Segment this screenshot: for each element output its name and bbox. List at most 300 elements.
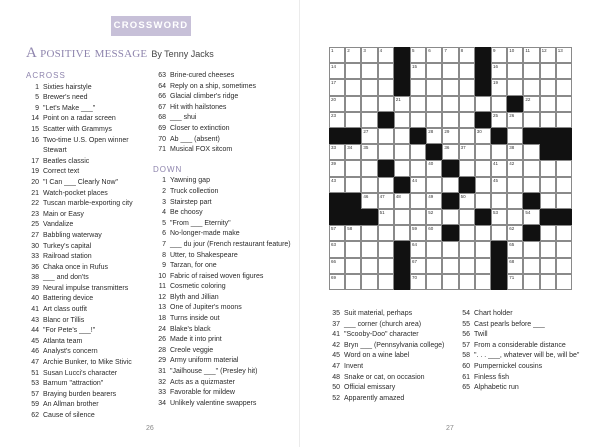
grid-cell[interactable] xyxy=(507,47,523,63)
clue-number: 18 xyxy=(158,315,166,323)
grid-cell[interactable] xyxy=(475,258,491,274)
grid-cell[interactable] xyxy=(329,96,345,112)
grid-cell[interactable] xyxy=(523,79,539,95)
clue-number: 29 xyxy=(158,357,166,365)
grid-cell[interactable] xyxy=(507,193,523,209)
cell-number: 52 xyxy=(428,210,434,215)
grid-cell[interactable] xyxy=(345,63,361,79)
grid-cell[interactable] xyxy=(426,241,442,257)
grid-cell[interactable] xyxy=(361,160,377,176)
grid-cell[interactable] xyxy=(378,96,394,112)
grid-cell[interactable] xyxy=(491,96,507,112)
cell-number: 12 xyxy=(541,48,547,53)
clue xyxy=(26,390,154,401)
grid-cell[interactable] xyxy=(491,112,507,128)
cell-number: 67 xyxy=(412,258,418,264)
grid-cell[interactable] xyxy=(540,274,556,290)
grid-cell[interactable] xyxy=(426,47,442,63)
grid-cell[interactable] xyxy=(556,177,572,193)
grid-cell[interactable] xyxy=(329,225,345,241)
grid-cell[interactable] xyxy=(426,274,442,290)
grid-cell[interactable] xyxy=(475,177,491,193)
clue xyxy=(153,124,293,135)
clue xyxy=(327,373,457,384)
grid-cell[interactable] xyxy=(540,96,556,112)
grid-cell[interactable] xyxy=(394,209,410,225)
clue-text: Bryn ___ (Pennsylvania college) xyxy=(344,341,445,349)
grid-cell[interactable] xyxy=(507,258,523,274)
grid-cell[interactable] xyxy=(459,241,475,257)
clue-text: Babbling waterway xyxy=(43,231,102,239)
grid-cell[interactable] xyxy=(507,177,523,193)
grid-cell[interactable] xyxy=(361,63,377,79)
clue xyxy=(153,378,293,389)
clue-text: ___ and don'ts xyxy=(43,274,89,282)
clue-text: Acts as a quizmaster xyxy=(170,378,235,386)
clue xyxy=(26,263,154,274)
clue xyxy=(26,305,154,316)
grid-cell[interactable] xyxy=(459,225,475,241)
grid-cell[interactable] xyxy=(459,144,475,160)
clue xyxy=(327,320,457,331)
grid-cell[interactable] xyxy=(459,274,475,290)
grid-cell[interactable] xyxy=(410,209,426,225)
clue xyxy=(327,330,457,341)
clue-text: Archie Bunker, to Mike Stivic xyxy=(43,359,132,367)
clue-number: 71 xyxy=(158,146,166,154)
grid-block xyxy=(491,258,507,274)
grid-cell[interactable] xyxy=(507,63,523,79)
clue-text: Brine-cured cheeses xyxy=(170,72,235,79)
cell-number: 8 xyxy=(460,48,464,53)
grid-cell[interactable] xyxy=(361,96,377,112)
clue xyxy=(26,326,154,337)
grid-cell[interactable] xyxy=(459,47,475,63)
grid-cell[interactable] xyxy=(394,160,410,176)
grid-cell[interactable] xyxy=(361,128,377,144)
grid-cell[interactable] xyxy=(556,96,572,112)
clue-number: 6 xyxy=(162,230,166,238)
clue xyxy=(327,383,457,394)
grid-cell[interactable] xyxy=(491,79,507,95)
grid-cell[interactable] xyxy=(491,177,507,193)
grid-cell[interactable] xyxy=(507,79,523,95)
grid-cell[interactable] xyxy=(442,258,458,274)
clue xyxy=(153,388,293,399)
grid-cell[interactable] xyxy=(523,47,539,63)
grid-cell[interactable] xyxy=(410,241,426,257)
grid-block xyxy=(475,112,491,128)
cell-number: 59 xyxy=(412,226,418,232)
grid-cell[interactable] xyxy=(394,225,410,241)
clue-text: Barnum "attraction" xyxy=(43,380,104,388)
grid-cell[interactable] xyxy=(507,225,523,241)
grid-cell[interactable] xyxy=(556,225,572,241)
clue xyxy=(153,135,293,146)
grid-cell[interactable] xyxy=(442,63,458,79)
grid-cell[interactable] xyxy=(378,274,394,290)
clue-number: 47 xyxy=(31,359,39,367)
clue xyxy=(26,316,154,327)
grid-cell[interactable] xyxy=(410,112,426,128)
clue-text: Turkey's capital xyxy=(43,242,92,250)
grid-cell[interactable] xyxy=(410,177,426,193)
grid-cell[interactable] xyxy=(426,112,442,128)
grid-cell[interactable] xyxy=(329,144,345,160)
clue xyxy=(26,210,154,221)
grid-cell[interactable] xyxy=(540,258,556,274)
clue xyxy=(153,113,293,124)
grid-cell[interactable] xyxy=(329,112,345,128)
grid-block xyxy=(394,177,410,193)
grid-cell[interactable] xyxy=(523,96,539,112)
cell-number: 3 xyxy=(363,48,366,53)
cell-number: 48 xyxy=(395,193,401,199)
cell-number: 66 xyxy=(331,258,337,264)
grid-cell[interactable] xyxy=(442,112,458,128)
clue-number: 67 xyxy=(158,103,166,111)
grid-cell[interactable] xyxy=(361,241,377,257)
grid-cell[interactable] xyxy=(329,79,345,95)
grid-cell[interactable] xyxy=(540,177,556,193)
cell-number: 71 xyxy=(509,274,515,280)
grid-cell[interactable] xyxy=(507,274,523,290)
grid-cell[interactable] xyxy=(459,79,475,95)
grid-cell[interactable] xyxy=(394,96,410,112)
clue xyxy=(153,187,293,198)
clue xyxy=(26,114,154,125)
grid-block xyxy=(394,47,410,63)
grid-cell[interactable] xyxy=(556,112,572,128)
grid-cell[interactable] xyxy=(378,47,394,63)
grid-cell[interactable] xyxy=(556,258,572,274)
grid-cell[interactable] xyxy=(361,177,377,193)
grid-cell[interactable] xyxy=(459,160,475,176)
grid-cell[interactable] xyxy=(442,128,458,144)
grid-cell[interactable] xyxy=(345,225,361,241)
grid-cell[interactable] xyxy=(378,241,394,257)
cell-number: 53 xyxy=(493,210,499,215)
grid-cell[interactable] xyxy=(475,160,491,176)
clue-number: 27 xyxy=(31,231,39,239)
grid-cell[interactable] xyxy=(491,209,507,225)
grid-cell[interactable] xyxy=(556,193,572,209)
grid-cell[interactable] xyxy=(475,193,491,209)
grid-cell[interactable] xyxy=(556,241,572,257)
grid-cell[interactable] xyxy=(523,112,539,128)
grid-cell[interactable] xyxy=(556,47,572,63)
clue-text: Utter, to Shakespeare xyxy=(170,251,238,259)
grid-cell[interactable] xyxy=(378,177,394,193)
grid-cell[interactable] xyxy=(410,258,426,274)
grid-cell[interactable] xyxy=(523,160,539,176)
grid-cell[interactable] xyxy=(507,160,523,176)
clue-text: Blyth and Jillian xyxy=(170,293,219,301)
grid-cell[interactable] xyxy=(410,225,426,241)
grid-cell[interactable] xyxy=(442,79,458,95)
grid-cell[interactable] xyxy=(442,47,458,63)
grid-cell[interactable] xyxy=(394,128,410,144)
grid-cell[interactable] xyxy=(556,79,572,95)
grid-cell[interactable] xyxy=(523,258,539,274)
grid-cell[interactable] xyxy=(491,63,507,79)
grid-cell[interactable] xyxy=(345,274,361,290)
clue-text: Made it into print xyxy=(170,336,222,344)
grid-cell[interactable] xyxy=(475,96,491,112)
clue-text: Cause of silence xyxy=(43,412,95,419)
grid-cell[interactable] xyxy=(426,63,442,79)
grid-cell[interactable] xyxy=(507,209,523,225)
grid-cell[interactable] xyxy=(329,258,345,274)
grid-cell[interactable] xyxy=(442,274,458,290)
grid-cell[interactable] xyxy=(378,128,394,144)
grid-cell[interactable] xyxy=(426,258,442,274)
grid-cell[interactable] xyxy=(378,193,394,209)
cell-number: 2 xyxy=(347,48,350,53)
clue-number: 47 xyxy=(332,362,340,370)
clue-number: 1 xyxy=(162,177,166,185)
clue-number: 53 xyxy=(31,380,39,388)
clue xyxy=(153,293,293,304)
cell-number: 21 xyxy=(395,96,401,102)
grid-block xyxy=(329,209,345,225)
grid-cell[interactable] xyxy=(378,63,394,79)
grid-block xyxy=(378,160,394,176)
clue-number: 24 xyxy=(158,325,166,333)
grid-cell[interactable] xyxy=(361,144,377,160)
grid-cell[interactable] xyxy=(378,79,394,95)
cell-number: 27 xyxy=(363,129,369,134)
grid-cell[interactable] xyxy=(442,177,458,193)
grid-cell[interactable] xyxy=(442,96,458,112)
cell-number: 16 xyxy=(493,64,499,70)
cell-number: 30 xyxy=(476,129,482,134)
clue xyxy=(457,309,597,320)
clue-text: Vandalize xyxy=(43,221,74,229)
clue-text: Watch-pocket places xyxy=(43,189,108,197)
grid-cell[interactable] xyxy=(426,160,442,176)
clue-text: Scatter with Grammys xyxy=(43,125,112,133)
grid-cell[interactable] xyxy=(426,225,442,241)
grid-cell[interactable] xyxy=(459,193,475,209)
grid-cell[interactable] xyxy=(361,258,377,274)
grid-cell[interactable] xyxy=(426,177,442,193)
grid-cell[interactable] xyxy=(475,225,491,241)
grid-cell[interactable] xyxy=(329,160,345,176)
grid-cell[interactable] xyxy=(410,47,426,63)
grid-cell[interactable] xyxy=(523,241,539,257)
clue-number: 59 xyxy=(31,401,39,409)
clue-text: Cosmetic coloring xyxy=(170,283,226,291)
clue-text: Brewer's need xyxy=(43,94,88,102)
clue-text: Suit material, perhaps xyxy=(344,310,413,317)
grid-cell[interactable] xyxy=(345,79,361,95)
grid-cell[interactable] xyxy=(491,225,507,241)
grid-cell[interactable] xyxy=(523,177,539,193)
grid-cell[interactable] xyxy=(345,258,361,274)
clue-number: 33 xyxy=(158,389,166,397)
grid-cell[interactable] xyxy=(361,112,377,128)
clue-number: 11 xyxy=(158,283,166,291)
grid-cell[interactable] xyxy=(556,63,572,79)
grid-block xyxy=(523,225,539,241)
grid-cell[interactable] xyxy=(540,63,556,79)
grid-cell[interactable] xyxy=(523,209,539,225)
grid-block xyxy=(329,193,345,209)
grid-cell[interactable] xyxy=(361,193,377,209)
grid-cell[interactable] xyxy=(345,96,361,112)
clue-number: 58 xyxy=(462,352,470,360)
grid-cell[interactable] xyxy=(475,241,491,257)
grid-cell[interactable] xyxy=(491,144,507,160)
grid-cell[interactable] xyxy=(410,193,426,209)
clue-text: ". . . ___, whatever will be, will be" xyxy=(474,352,580,360)
grid-cell[interactable] xyxy=(475,274,491,290)
grid-block xyxy=(394,274,410,290)
grid-cell[interactable] xyxy=(491,193,507,209)
grid-cell[interactable] xyxy=(345,241,361,257)
clue-number: 54 xyxy=(462,310,470,317)
grid-cell[interactable] xyxy=(410,144,426,160)
cell-number: 40 xyxy=(428,161,434,167)
grid-block xyxy=(345,128,361,144)
grid-cell[interactable] xyxy=(345,160,361,176)
grid-block xyxy=(329,128,345,144)
grid-cell[interactable] xyxy=(556,274,572,290)
grid-cell[interactable] xyxy=(329,47,345,63)
grid-cell[interactable] xyxy=(361,225,377,241)
clue-number: 64 xyxy=(158,82,166,90)
grid-cell[interactable] xyxy=(459,209,475,225)
grid-block xyxy=(378,112,394,128)
clue-number: 44 xyxy=(31,327,39,335)
cell-number: 14 xyxy=(331,64,337,70)
grid-cell[interactable] xyxy=(540,79,556,95)
grid-cell[interactable] xyxy=(540,193,556,209)
grid-cell[interactable] xyxy=(459,258,475,274)
grid-cell[interactable] xyxy=(491,47,507,63)
grid-cell[interactable] xyxy=(378,258,394,274)
grid-cell[interactable] xyxy=(378,209,394,225)
grid-cell[interactable] xyxy=(361,274,377,290)
clue-text: Twill xyxy=(474,331,488,339)
cell-number: 69 xyxy=(331,274,337,280)
clue xyxy=(153,325,293,336)
grid-cell[interactable] xyxy=(426,96,442,112)
clue-number: 26 xyxy=(158,336,166,344)
grid-cell[interactable] xyxy=(378,225,394,241)
clue xyxy=(26,189,154,200)
grid-cell[interactable] xyxy=(540,225,556,241)
clue-number: 40 xyxy=(31,295,39,303)
grid-cell[interactable] xyxy=(361,79,377,95)
grid-cell[interactable] xyxy=(410,63,426,79)
clue-text: Art class outfit xyxy=(43,306,87,314)
grid-cell[interactable] xyxy=(345,144,361,160)
grid-cell[interactable] xyxy=(329,63,345,79)
grid-cell[interactable] xyxy=(394,112,410,128)
grid-cell[interactable] xyxy=(475,128,491,144)
grid-cell[interactable] xyxy=(459,96,475,112)
grid-cell[interactable] xyxy=(426,193,442,209)
grid-cell[interactable] xyxy=(523,63,539,79)
clue-text: Neural impulse transmitters xyxy=(43,284,129,292)
grid-cell[interactable] xyxy=(426,79,442,95)
grid-cell[interactable] xyxy=(540,160,556,176)
grid-cell[interactable] xyxy=(345,47,361,63)
cell-number: 35 xyxy=(363,145,369,151)
clue-text: Army uniform material xyxy=(170,357,239,365)
clue-text: Point on a radar screen xyxy=(43,115,116,123)
grid-cell[interactable] xyxy=(491,160,507,176)
grid-cell[interactable] xyxy=(410,79,426,95)
grid-cell[interactable] xyxy=(523,144,539,160)
clue-text: Pumpernickel cousins xyxy=(474,362,543,370)
clue-text: Cast pearls before ___ xyxy=(474,320,545,328)
grid-cell[interactable] xyxy=(459,112,475,128)
grid-block xyxy=(475,79,491,95)
grid-cell[interactable] xyxy=(459,63,475,79)
grid-cell[interactable] xyxy=(475,144,491,160)
grid-cell[interactable] xyxy=(540,47,556,63)
grid-cell[interactable] xyxy=(442,241,458,257)
grid-cell[interactable] xyxy=(329,274,345,290)
grid-cell[interactable] xyxy=(345,112,361,128)
grid-cell[interactable] xyxy=(426,209,442,225)
grid-cell[interactable] xyxy=(540,112,556,128)
grid-cell[interactable] xyxy=(394,193,410,209)
clue-text: Ab ___ (absent) xyxy=(170,135,220,143)
grid-cell[interactable] xyxy=(329,177,345,193)
grid-cell[interactable] xyxy=(459,128,475,144)
cell-number: 5 xyxy=(412,48,415,53)
grid-block xyxy=(345,209,361,225)
grid-cell[interactable] xyxy=(507,112,523,128)
clue-text: Blake's black xyxy=(170,325,211,333)
grid-cell[interactable] xyxy=(426,128,442,144)
grid-block xyxy=(540,209,556,225)
grid-cell[interactable] xyxy=(507,144,523,160)
grid-block xyxy=(491,128,507,144)
grid-cell[interactable] xyxy=(378,144,394,160)
grid-cell[interactable] xyxy=(556,160,572,176)
grid-cell[interactable] xyxy=(507,128,523,144)
grid-cell[interactable] xyxy=(361,47,377,63)
clue-text: Chaka once in Rufus xyxy=(43,263,108,271)
clue xyxy=(26,231,154,242)
clue-number: 45 xyxy=(31,337,39,345)
grid-cell[interactable] xyxy=(410,96,426,112)
grid-cell[interactable] xyxy=(507,241,523,257)
clue-number: 52 xyxy=(332,394,340,402)
grid-cell[interactable] xyxy=(410,274,426,290)
clue-number: 50 xyxy=(332,384,340,392)
grid-cell[interactable] xyxy=(442,144,458,160)
grid-cell[interactable] xyxy=(394,144,410,160)
grid-block xyxy=(442,160,458,176)
grid-cell[interactable] xyxy=(540,241,556,257)
grid-cell[interactable] xyxy=(442,209,458,225)
clue-number: 32 xyxy=(158,378,166,386)
clue-text: Tuscan marble-exporting city xyxy=(43,200,133,208)
grid-cell[interactable] xyxy=(523,274,539,290)
grid-cell[interactable] xyxy=(329,241,345,257)
grid-block xyxy=(361,209,377,225)
grid-block xyxy=(540,128,556,144)
clue-text: Favorable for mildew xyxy=(170,389,235,397)
grid-cell[interactable] xyxy=(410,160,426,176)
grid-cell[interactable] xyxy=(345,177,361,193)
